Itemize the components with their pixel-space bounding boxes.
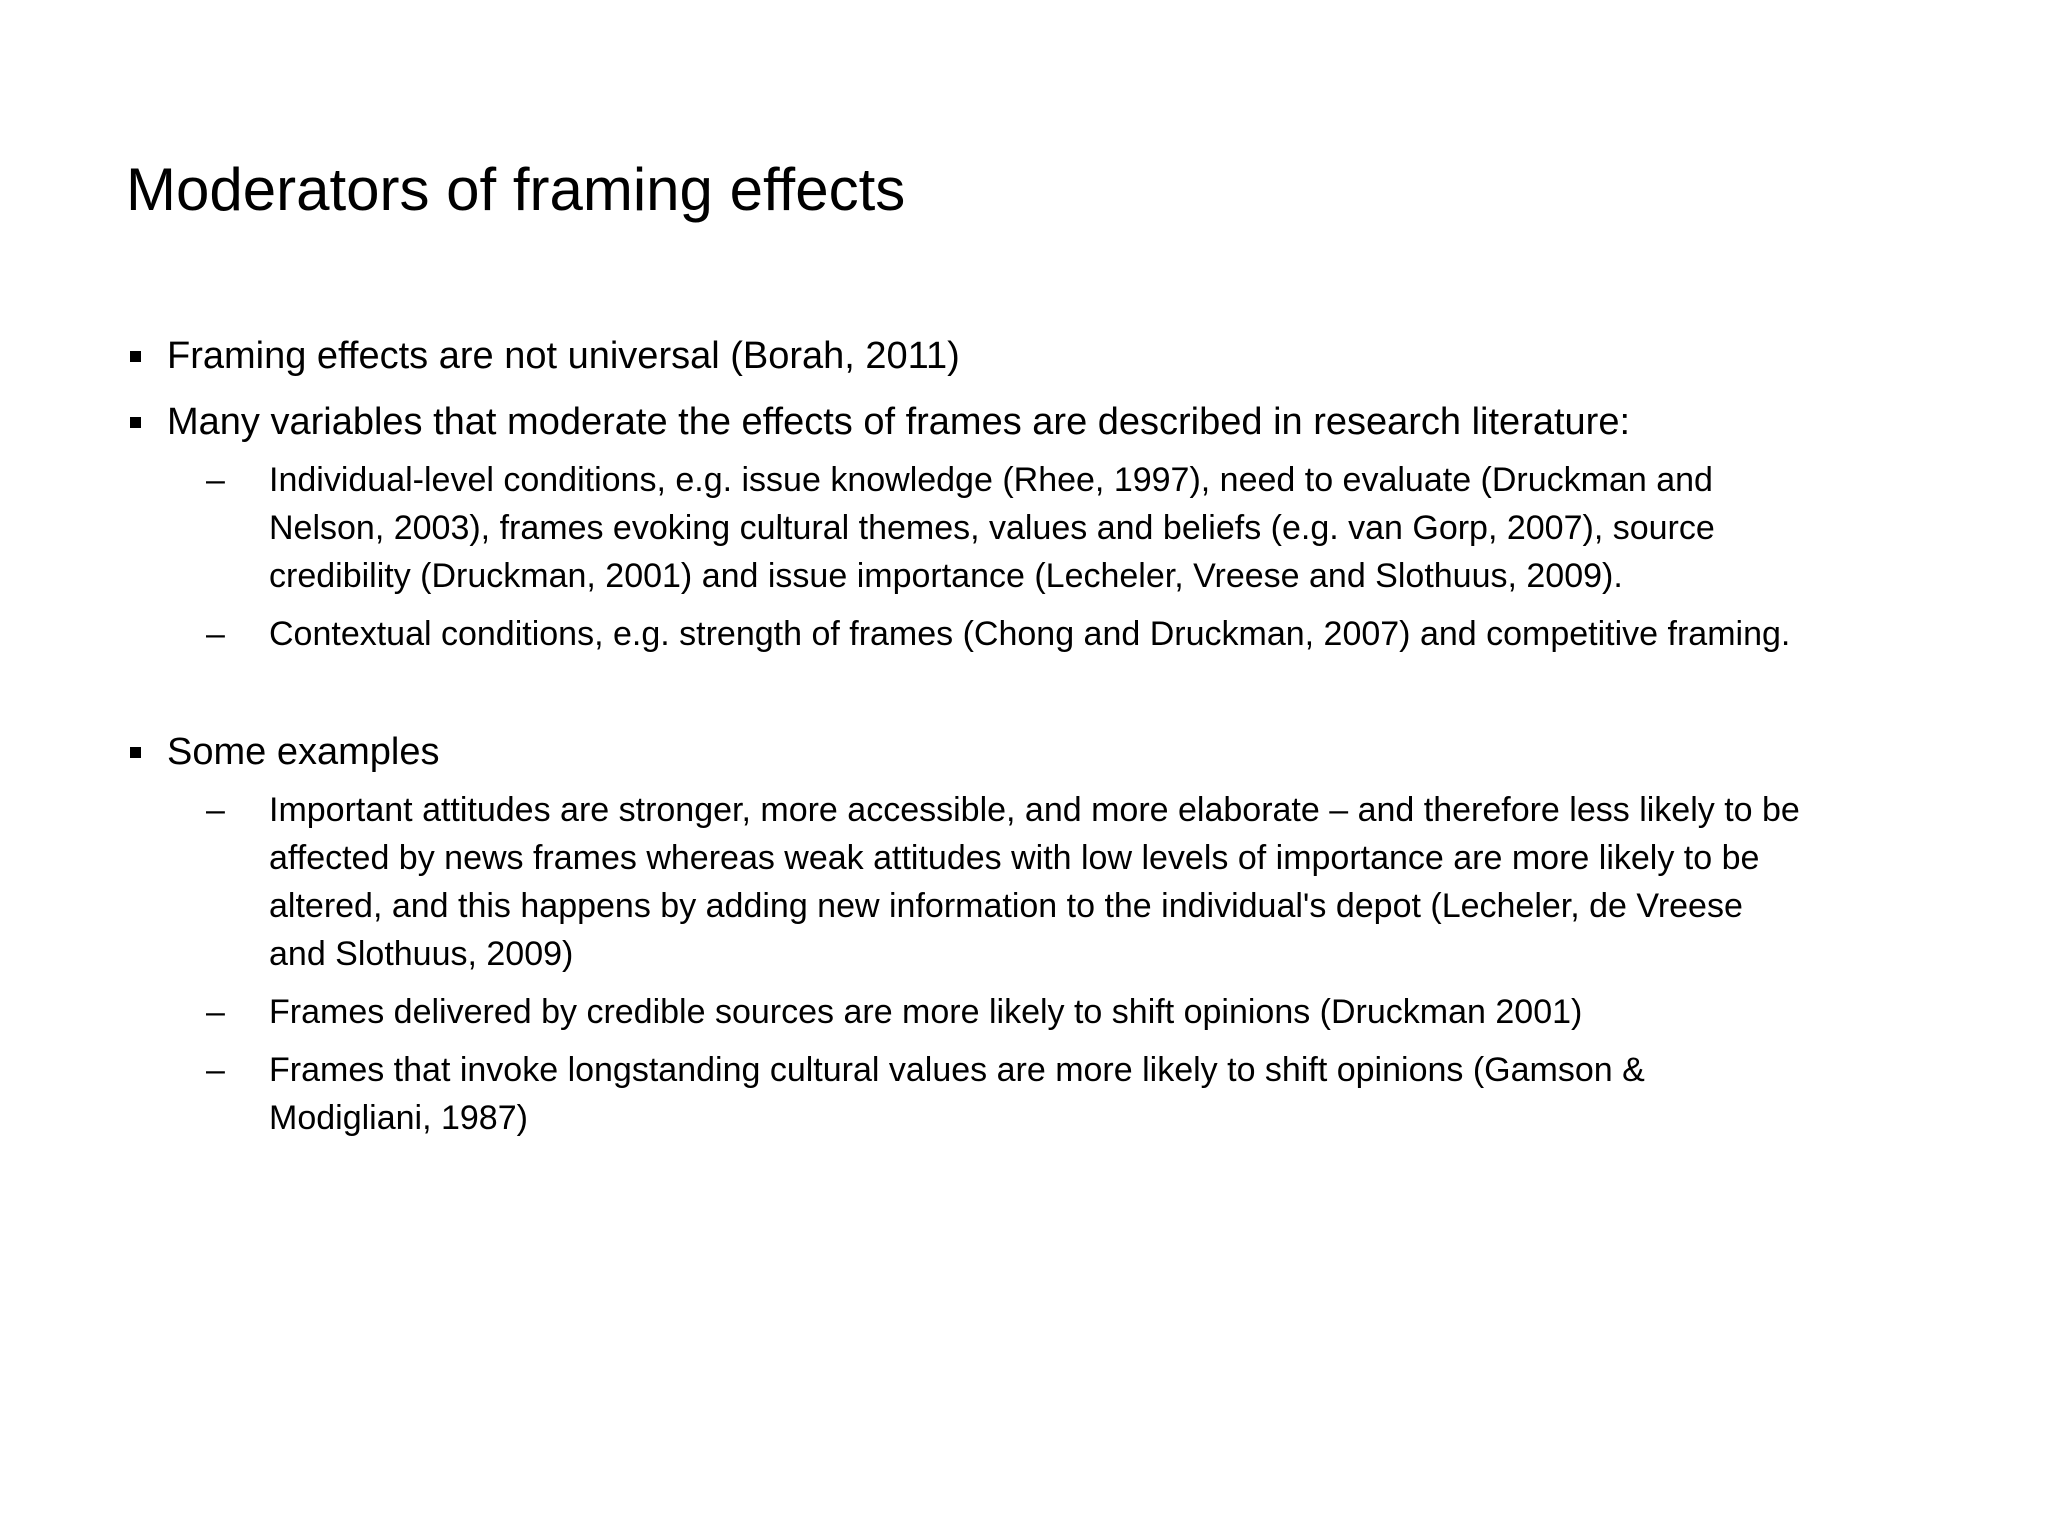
text-line: altered, and this happens by adding new information to the individual's depot (Lecheler, de Vreese bbox=[269, 887, 1743, 925]
square-bullet-icon bbox=[130, 747, 141, 758]
sub-bullet-text bbox=[269, 456, 1926, 600]
text-line: Frames delivered by credible sources are more likely to shift opinions (Druckman 2001) bbox=[269, 993, 1583, 1031]
text-line: credibility (Druckman, 2001) and issue importance (Lecheler, Vreese and Slothuus, 2009). bbox=[269, 557, 1623, 595]
bullet-text: Many variables that moderate the effects of frames are described in research literature: bbox=[167, 401, 1631, 443]
sub-bullet bbox=[126, 1046, 1926, 1142]
slide-title: Moderators of framing effects bbox=[126, 156, 906, 223]
sub-bullet-text bbox=[269, 988, 1926, 1036]
sub-list bbox=[126, 786, 1966, 1142]
square-bullet-icon bbox=[130, 351, 141, 362]
text-line: Modigliani, 1987) bbox=[269, 1099, 528, 1137]
sub-bullet-text bbox=[269, 610, 1926, 658]
sub-bullet bbox=[126, 610, 1926, 658]
sub-list bbox=[126, 456, 1966, 658]
dash-bullet-icon: – bbox=[206, 615, 225, 653]
sub-bullet-text bbox=[269, 786, 1926, 978]
square-bullet-icon bbox=[130, 417, 141, 428]
text-line: Frames that invoke longstanding cultural values are more likely to shift opinions (Gamson & bbox=[269, 1051, 1645, 1089]
text-line: Individual-level conditions, e.g. issue knowledge (Rhee, 1997), need to evaluate (Druckman and bbox=[269, 461, 1713, 499]
bullet-text: Framing effects are not universal (Borah, 2011) bbox=[167, 335, 960, 377]
bullet-text: Some examples bbox=[167, 731, 440, 773]
bullet-3 bbox=[126, 728, 1966, 776]
text-line: affected by news frames whereas weak attitudes with low levels of importance are more likely to be bbox=[269, 839, 1760, 877]
text-line: Contextual conditions, e.g. strength of frames (Chong and Druckman, 2007) and competitive framing. bbox=[269, 615, 1791, 653]
text-line: and Slothuus, 2009) bbox=[269, 935, 574, 973]
sub-bullet bbox=[126, 988, 1926, 1036]
dash-bullet-icon: – bbox=[206, 1051, 225, 1089]
dash-bullet-icon: – bbox=[206, 993, 225, 1031]
sub-bullet-text bbox=[269, 1046, 1926, 1142]
bullet-1 bbox=[126, 332, 1966, 380]
sub-bullet bbox=[126, 786, 1926, 978]
text-line: Important attitudes are stronger, more accessible, and more elaborate – and therefore less likely to be bbox=[269, 791, 1800, 829]
slide-body bbox=[126, 332, 1966, 1142]
bullet-2 bbox=[126, 398, 1966, 446]
text-line: Nelson, 2003), frames evoking cultural themes, values and beliefs (e.g. van Gorp, 2007), source bbox=[269, 509, 1715, 547]
sub-bullet bbox=[126, 456, 1926, 600]
dash-bullet-icon: – bbox=[206, 791, 225, 829]
dash-bullet-icon: – bbox=[206, 461, 225, 499]
